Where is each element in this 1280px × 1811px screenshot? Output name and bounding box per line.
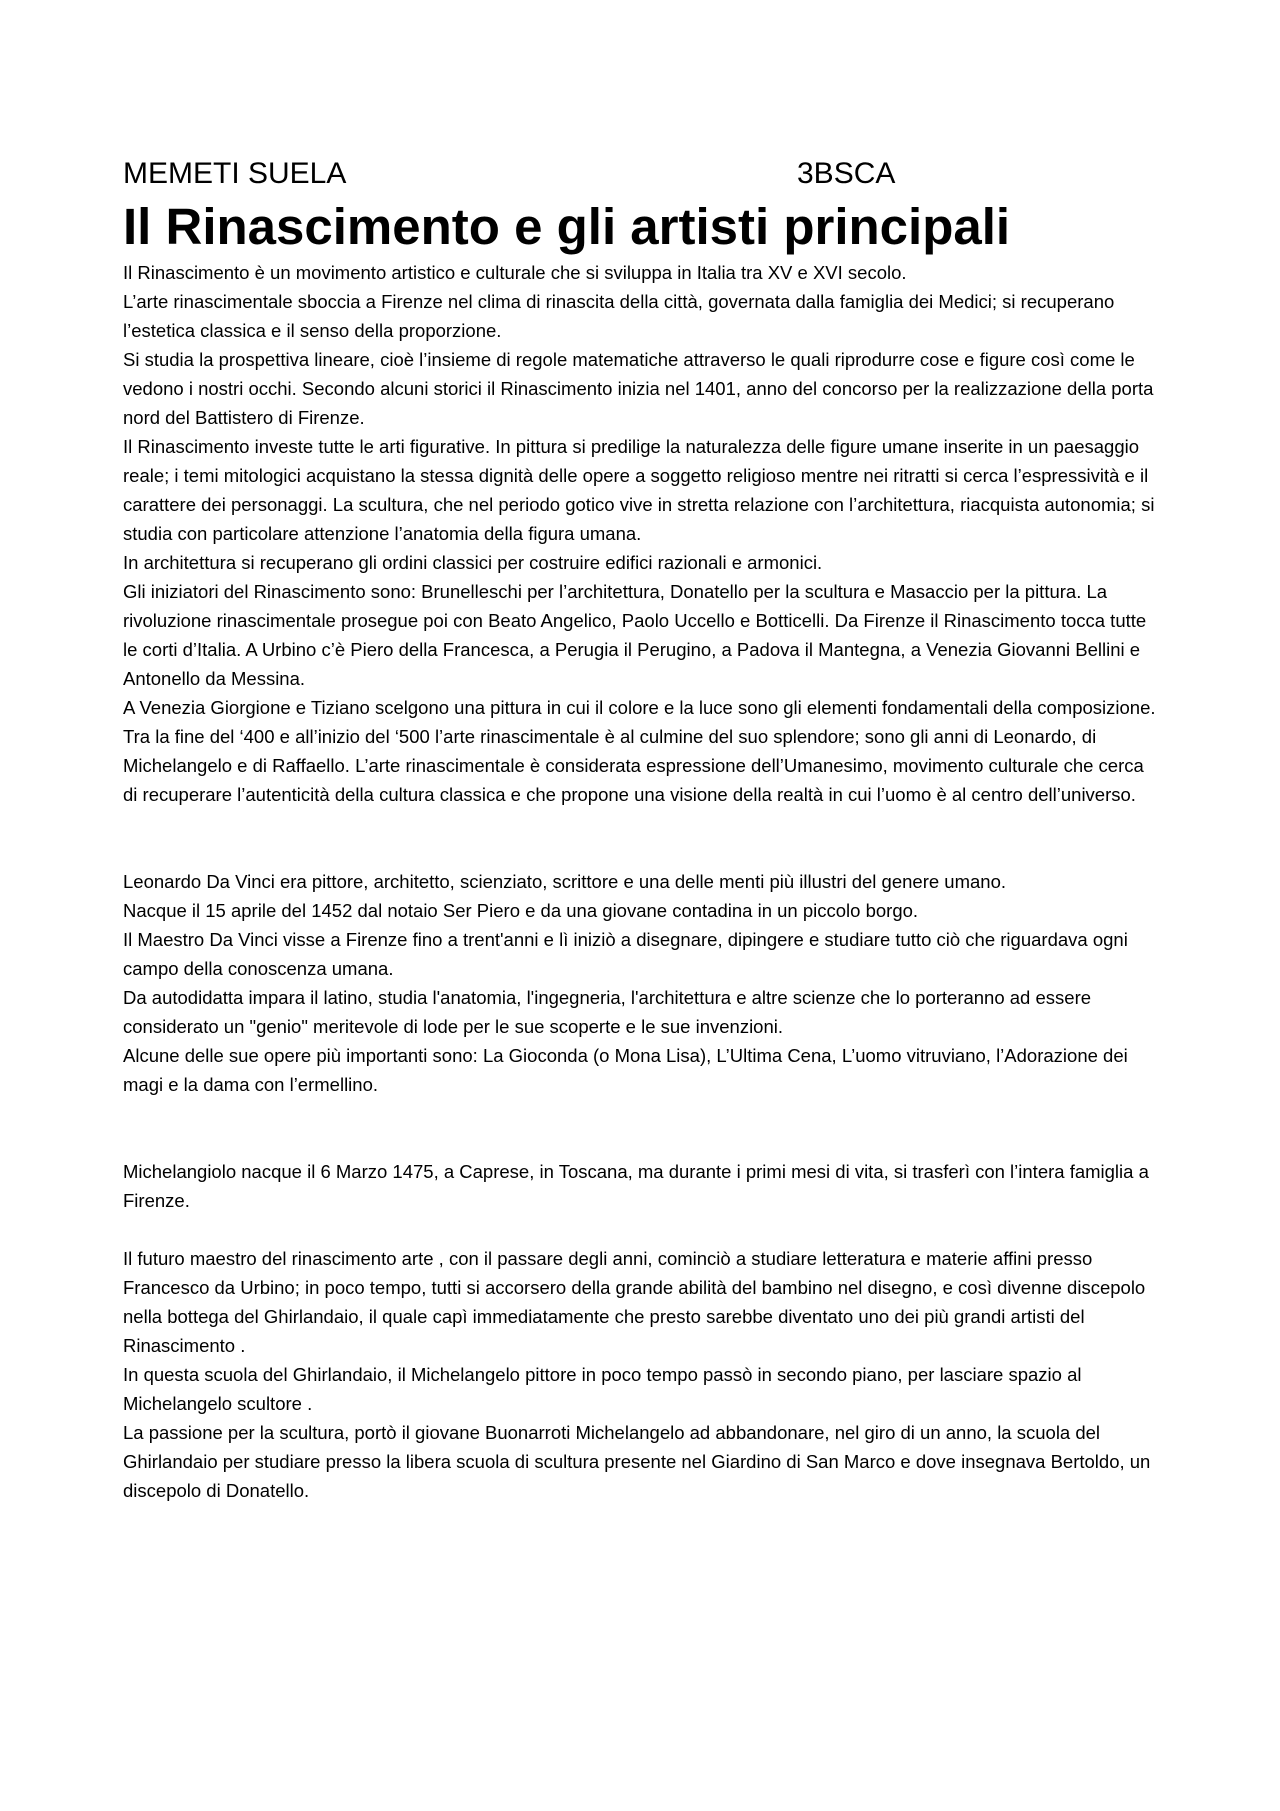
paragraph: In questa scuola del Ghirlandaio, il Michelangelo pittore in poco tempo passò in secondo piano, per lasciare spazio al Michelangelo scultore . xyxy=(123,1364,1082,1414)
class-code: 3BSCA xyxy=(797,157,896,190)
paragraph-spacer xyxy=(123,1215,1163,1244)
paragraph: Il Maestro Da Vinci visse a Firenze fino a trent'anni e lì iniziò a disegnare, dipingere e studiare tutto ciò che riguardava ogni campo della conoscenza umana. xyxy=(123,929,1128,979)
paragraph: Nacque il 15 aprile del 1452 dal notaio Ser Piero e da una giovane contadina in un piccolo borgo. xyxy=(123,900,919,921)
student-name: MEMETI SUELA xyxy=(123,157,347,190)
paragraph: Michelangiolo nacque il 6 Marzo 1475, a Caprese, in Toscana, ma durante i primi mesi di vita, si trasferì con l’intera famiglia a Firenze. xyxy=(123,1161,1149,1211)
paragraph: A Venezia Giorgione e Tiziano scelgono una pittura in cui il colore e la luce sono gli elementi fondamentali della composizione. xyxy=(123,697,1156,718)
paragraph: Tra la fine del ‘400 e all’inizio del ‘500 l’arte rinascimentale è al culmine del suo splendore; sono gli anni di Leonardo, di Michelangelo e di Raffaello. L’arte rinascimentale è considerata espressione dell’Umanesimo, movimento culturale che cerca di recuperare l’autenticità della cultura classica e che propone una visione della realtà in cui l’uomo è al centro dell’universo. xyxy=(123,726,1144,805)
paragraph: Gli iniziatori del Rinascimento sono: Brunelleschi per l’architettura, Donatello per la scultura e Masaccio per la pittura. La rivoluzione rinascimentale prosegue poi con Beato Angelico, Paolo Uccello e Botticelli. Da Firenze il Rinascimento tocca tutte le corti d’Italia. A Urbino c’è Piero della Francesca, a Perugia il Perugino, a Padova il Mantegna, a Venezia Giovanni Bellini e Antonello da Messina. xyxy=(123,581,1147,689)
paragraph: Alcune delle sue opere più importanti sono: La Gioconda (o Mona Lisa), L’Ultima Cena, L’uomo vitruviano, l’Adorazione dei magi e la dama con l’ermellino. xyxy=(123,1045,1128,1095)
header-line xyxy=(123,152,1163,196)
paragraph: In architettura si recuperano gli ordini classici per costruire edifici razionali e armonici. xyxy=(123,552,823,573)
paragraph: Da autodidatta impara il latino, studia l'anatomia, l'ingegneria, l'architettura e altre scienze che lo porteranno ad essere considerato un "genio" meritevole di lode per le sue scoperte e le sue invenzioni. xyxy=(123,987,1092,1037)
paragraph: Il Rinascimento è un movimento artistico e culturale che si sviluppa in Italia tra XV e XVI secolo. xyxy=(123,262,907,283)
document-content xyxy=(123,152,1163,1505)
section-spacer xyxy=(123,1099,1163,1157)
michelangelo-section xyxy=(123,1157,1163,1505)
renaissance-section xyxy=(123,258,1163,809)
leonardo-section xyxy=(123,867,1163,1099)
paragraph: Leonardo Da Vinci era pittore, architetto, scienziato, scrittore e una delle menti più illustri del genere umano. xyxy=(123,871,1007,892)
paragraph: L’arte rinascimentale sboccia a Firenze nel clima di rinascita della città, governata dalla famiglia dei Medici; si recuperano l’estetica classica e il senso della proporzione. xyxy=(123,291,1115,341)
paragraph: Si studia la prospettiva lineare, cioè l’insieme di regole matematiche attraverso le quali riprodurre cose e figure così come le vedono i nostri occhi. Secondo alcuni storici il Rinascimento inizia nel 1401, anno del concorso per la realizzazione della porta nord del Battistero di Firenze. xyxy=(123,349,1154,428)
paragraph: Il Rinascimento investe tutte le arti figurative. In pittura si predilige la naturalezza delle figure umane inserite in un paesaggio reale; i temi mitologici acquistano la stessa dignità delle opere a soggetto religioso mentre nei ritratti si cerca l’espressività e il carattere dei personaggi. La scultura, che nel periodo gotico vive in stretta relazione con l’architettura, riacquista autonomia; si studia con particolare attenzione l’anatomia della figura umana. xyxy=(123,436,1155,544)
paragraph: Il futuro maestro del rinascimento arte , con il passare degli anni, cominciò a studiare letteratura e materie affini presso Francesco da Urbino; in poco tempo, tutti si accorsero della grande abilità del bambino nel disegno, e così divenne discepolo nella bottega del Ghirlandaio, il quale capì immediatamente che presto sarebbe diventato uno dei più grandi artisti del Rinascimento . xyxy=(123,1248,1146,1356)
section-spacer xyxy=(123,809,1163,867)
document-title: Il Rinascimento e gli artisti principali xyxy=(123,198,1011,255)
paragraph: La passione per la scultura, portò il giovane Buonarroti Michelangelo ad abbandonare, nel giro di un anno, la scuola del Ghirlandaio per studiare presso la libera scuola di scultura presente nel Giardino di San Marco e dove insegnava Bertoldo, un discepolo di Donatello. xyxy=(123,1422,1151,1501)
